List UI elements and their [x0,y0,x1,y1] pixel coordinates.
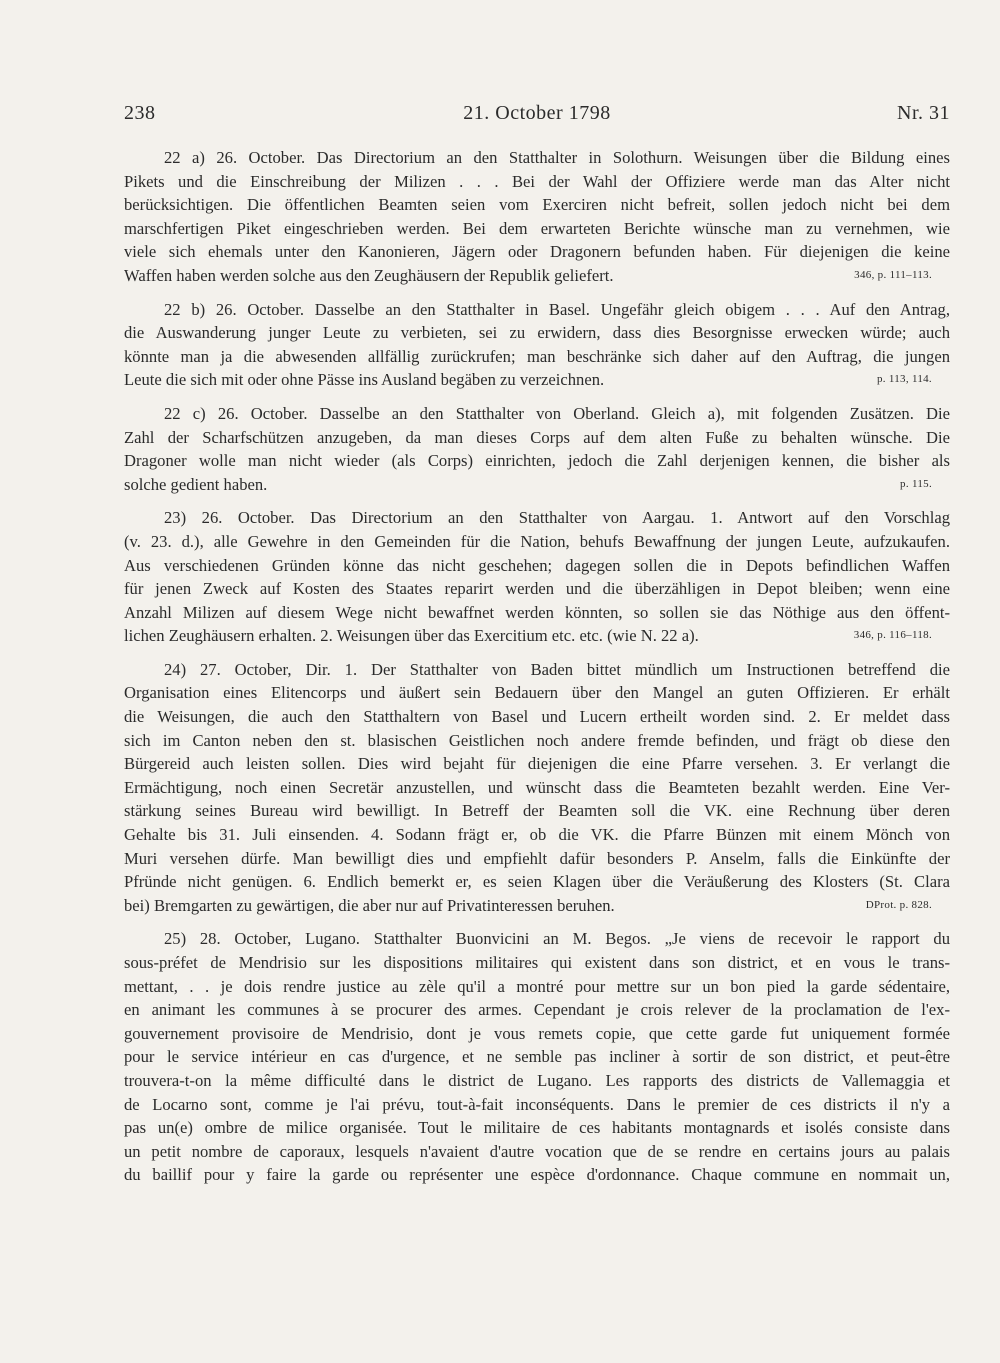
text-line: für jenen Zweck auf Kosten des Staates reparirt werden und die überzähligen in Depot bleiben; wenn eine [124,579,950,599]
text-line: viele sich ehemals unter den Kanonieren, Jägern oder Dragonern befunden haben. Für diejenigen die keine [124,242,950,262]
source-reference: DProt. p. 828. [865,898,932,911]
last-line-text: Waffen haben werden solche aus den Zeughäusern der Republik geliefert. [124,265,614,285]
entry-22c [124,402,950,496]
text-line: sich im Canton neben den st. blasischen Geistlichen noch andere fremde befinden, und frägt ob diese den [124,730,950,750]
text-line: marschfertigen Piket eingeschrieben werden. Bei dem erwarteten Berichte wünsche man zu vernehmen, wie [124,218,950,238]
text-line: 23) 26. October. Das Directorium an den Statthalter von Aargau. 1. Antwort auf den Vorschlag [164,508,950,528]
text-line: de Locarno sont, comme je l'ai prévu, tout-à-fait inconséquents. Dans le premier de ces districts il n'y a [124,1094,950,1114]
text-line: Pfründe nicht genügen. 6. Endlich bemerkt er, es seien Klagen über die Veräußerung des Klosters (St. Clara [124,872,950,892]
text-line: 25) 28. October, Lugano. Statthalter Buonvicini an M. Begos. „Je viens de recevoir le rapport du [164,929,950,949]
text-line: 22 c) 26. October. Dasselbe an den Statthalter von Oberland. Gleich a), mit folgenden Zusätzen. Die [164,403,950,423]
text-line: Pikets und die Einschreibung der Milizen . . . Bei der Wahl der Offiziere werde man das Alter nicht [124,171,950,191]
text-line: (v. 23. d.), alle Gewehre in den Gemeinden für die Nation, behufs Bewaffnung der jungen Leute, aufzukaufen. [124,531,950,551]
header-number: Nr. 31 [897,102,950,124]
text-line: stärkung seines Bureau wird bewilligt. In Betreff der Beamten soll die VK. eine Rechnung über deren [124,801,950,821]
entry-25 [124,927,950,1187]
text-line: du baillif pour y faire la garde ou représenter une espèce d'ordonnance. Chaque commune en nommait un, [124,1165,950,1185]
text-line: sous-préfet de Mendrisio sur les dispositions militaires qui existent dans son district, et en vous le trans- [124,953,950,972]
text-line: Bürgereid auch leisten sollen. Dies wird bejaht für diejenigen die eine Pfarre versehen. 3. Er verlangt die [124,754,950,774]
text-line: pas un(e) ombre de milice organisée. Tout le militaire de ces habitants montagnards et isolés consiste dans [124,1118,950,1138]
entry-22a [124,146,950,288]
source-reference: p. 113, 114. [876,373,932,386]
text-line: Dragoner wolle man nicht wieder (als Corps) einrichten, jedoch die Zahl derjenigen kennen, die bisher als [124,451,950,471]
source-reference: 346, p. 116–118. [853,629,932,642]
text-line: berücksichtigen. Die öffentlichen Beamten seien vom Exerciren nicht befreit, sollen jedoch nicht bei dem [124,195,950,215]
text-line: Zahl der Scharfschützen anzugeben, da man dieses Corps auf dem alten Fuße zu behalten wünsche. Die [124,427,950,447]
last-line [124,894,950,918]
text-line: 24) 27. October, Dir. 1. Der Statthalter von Baden bittet mündlich um Instructionen betreffend die [164,659,950,679]
text-line: könnte man ja die abwesenden allfällig zurückrufen; man beschränke sich daher auf den Auftrag, die jungen [124,346,950,366]
entry-22b [124,298,950,392]
last-line [124,473,950,497]
text-line: Ermächtigung, noch einen Secretär anzustellen, und wünscht dass die Beamteten bezahlt werden. Eine Ver- [124,777,950,797]
text-line: 22 a) 26. October. Das Directorium an den Statthalter in Solothurn. Weisungen über die Bildung eines [164,148,950,167]
source-reference: 346, p. 111–113. [854,268,932,281]
page-number: 238 [124,102,156,124]
text-line: trouvera-t-on la même difficulté dans le district de Lugano. Les rapports des districts de Vallemaggia et [124,1070,950,1090]
text-line: un petit nombre de caporaux, lesquels n'avaient d'autre vocation que de se rendre en certains jours au palais [124,1141,950,1161]
last-line-text: lichen Zeughäusern erhalten. 2. Weisungen über das Exercitium etc. etc. (wie N. 22 a). [124,626,699,646]
text-line: die Auswanderung junger Leute zu verbieten, sei zu erwidern, dass dies Besorgnisse erwecken würde; auch [124,323,950,343]
text-line: Anzahl Milizen auf diesem Wege nicht bewaffnet werden könnten, so sollen sie das Nöthige aus den öffent- [124,602,950,622]
last-line [124,624,950,648]
source-reference: p. 115. [900,477,932,490]
text-line: gouvernement provisoire de Mendrisio, dont je vous remets copie, que cette garde fut uniquement formée [124,1023,950,1043]
last-line-text: bei) Bremgarten zu gewärtigen, die aber nur auf Privatinteressen beruhen. [124,895,615,915]
entry-23 [124,506,950,648]
text-line: Gehalte bis 31. Juli einsenden. 4. Sodann frägt er, ob die VK. die Pfarre Bünzen mit einem Mönch von [124,825,950,845]
text-line: 22 b) 26. October. Dasselbe an den Statthalter in Basel. Ungefähr gleich obigem . . . Auf den Antrag, [164,299,950,319]
text-line: mettant, . . je dois rendre justice au zèle qu'il a montré pour mettre sur un bon pied la garde sédentaire, [124,976,950,996]
page-header [124,102,950,134]
last-line [124,368,950,392]
text-line: en animant les communes à se procurer des armes. Cependant je crois relever de la proclamation de l'ex- [124,1000,950,1020]
header-date: 21. October 1798 [463,102,611,124]
text-line: pour le service intérieur en cas d'urgence, et ne semble pas incliner à sortir de son district, et peut-être [124,1047,950,1067]
text-line: die Weisungen, die auch den Statthaltern von Basel und Lucern ertheilt worden sind. 2. Er meldet dass [124,707,950,727]
text-line: Aus verschiedenen Gründen könne das nicht geschehen; dagegen sollen die in Depots befindlichen Waffen [124,555,950,575]
last-line-text: Leute die sich mit oder ohne Pässe ins Ausland begäben zu verzeichnen. [124,370,605,390]
text-line: Organisation eines Elitencorps und äußert sein Bedauern über den Mangel an guten Offizieren. Er erhält [124,683,950,703]
text-line: Muri versehen dürfe. Man bewilligt dies und empfiehlt dafür besonders P. Anselm, falls die Einkünfte der [124,848,950,868]
entry-24 [124,658,950,918]
last-line-text: solche gedient haben. [124,474,268,494]
document-body [124,146,950,1197]
last-line [124,264,950,288]
